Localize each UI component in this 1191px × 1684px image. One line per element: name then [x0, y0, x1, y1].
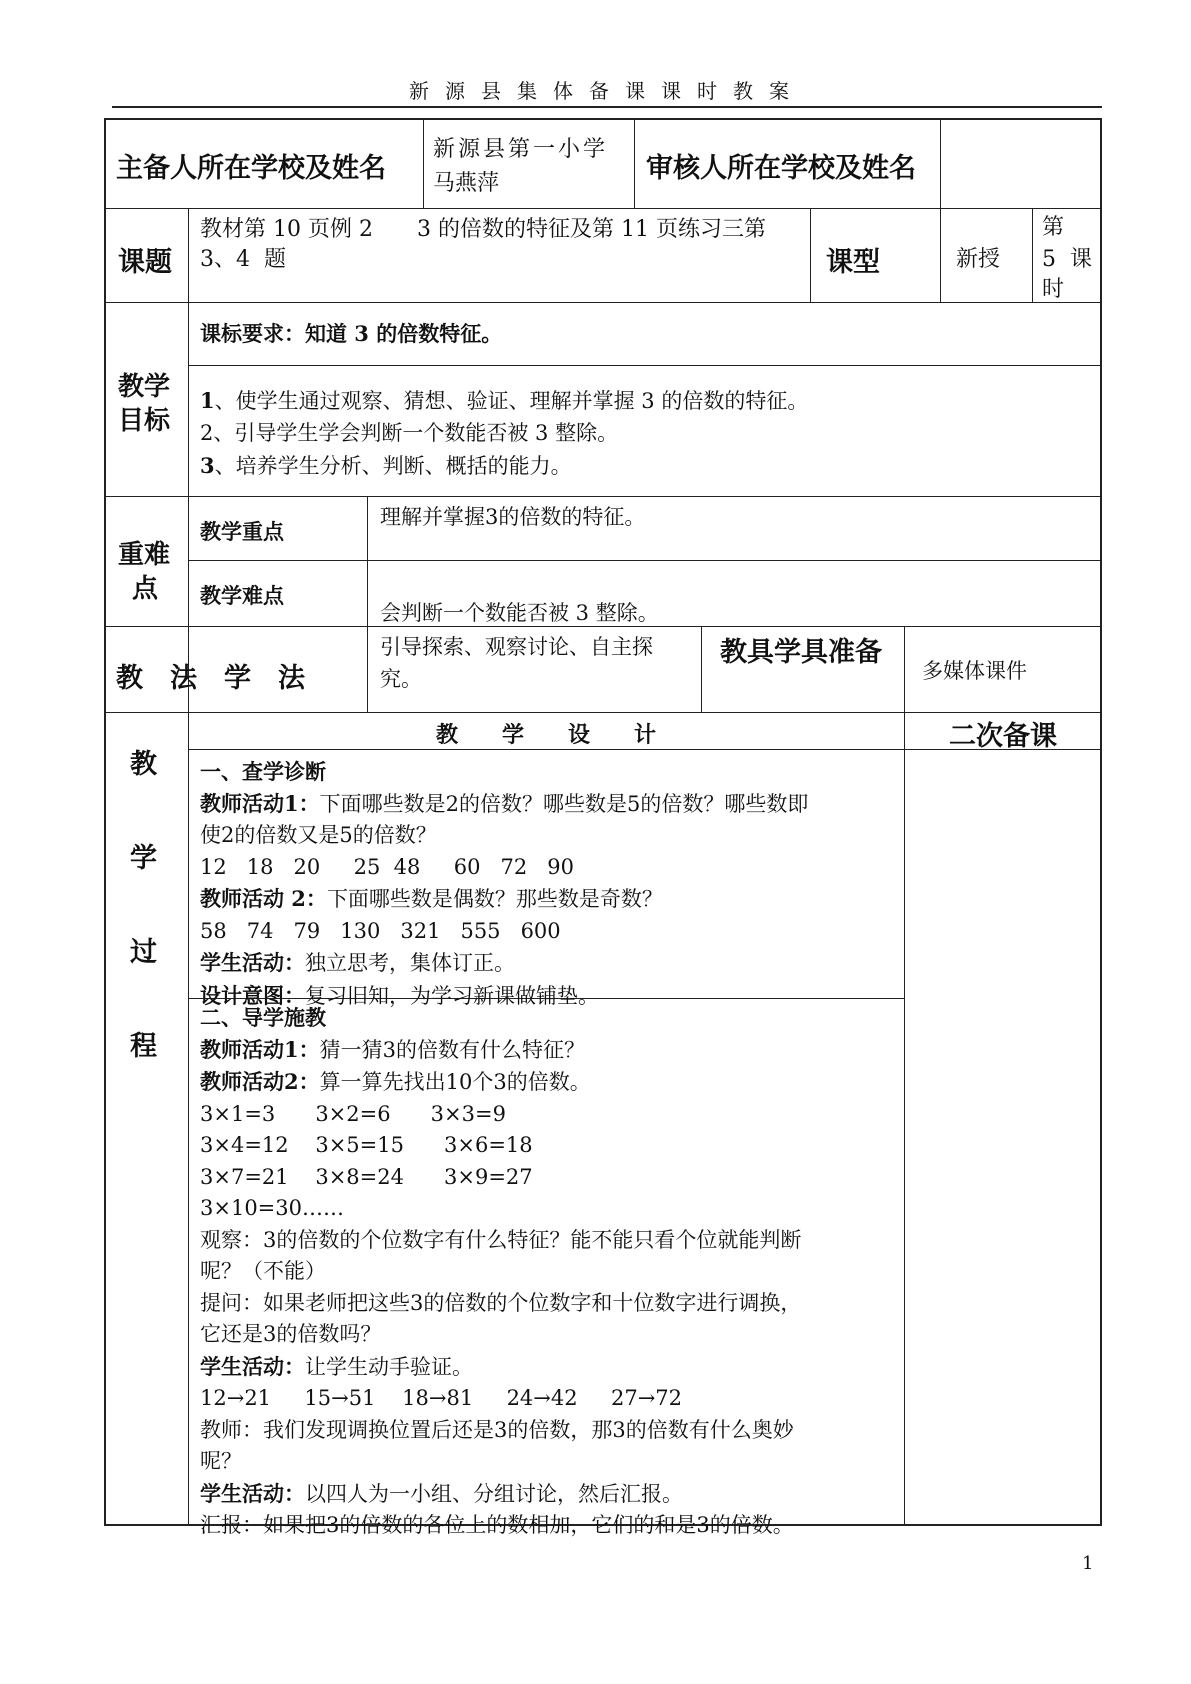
numbers-line-2: 58 74 79 130 321 555 600	[200, 918, 561, 943]
teacher-line-2: 呢？	[200, 1449, 242, 1473]
goal-item-3-text: 、培养学生分析、判断、概括的能力。	[214, 454, 572, 478]
methods-value-2: 究。	[380, 667, 422, 691]
col-divider	[701, 626, 702, 712]
design-intent-label: 设计意图：	[200, 982, 305, 1008]
student-activity-text: 以四人为一小组、分组讨论，然后汇报。	[305, 1481, 683, 1506]
section-2-content	[200, 1002, 900, 1542]
lesson-type-value: 新授	[956, 247, 1001, 272]
section-1-teacher-1-cont: 使2的倍数又是5的倍数？	[200, 823, 437, 847]
difficult-point-value: 会判断一个数能否被 3 整除。	[380, 601, 659, 625]
section-1-title: 一、查学诊断	[200, 759, 326, 784]
difficult-point-label: 教学难点	[200, 583, 284, 608]
primary-preparer-label: 主备人所在学校及姓名	[116, 153, 386, 184]
section-1-content	[200, 756, 900, 1012]
teacher-activity-label: 教师活动 2：	[200, 886, 327, 911]
col-divider	[634, 118, 635, 208]
curriculum-standard: 课标要求：知道 3 的倍数特征。	[200, 321, 503, 346]
page-header: 新源县集体备课课时教案	[112, 76, 1102, 108]
calc-line-4: 3×10=30……	[200, 1196, 344, 1220]
calc-line-2: 3×4=12 3×5=15 3×6=18	[200, 1133, 533, 1157]
swap-line: 12→21 15→51 18→81 24→42 27→72	[200, 1386, 683, 1410]
topic-label: 课题	[118, 247, 172, 278]
topic-line-2: 3、4 题	[200, 247, 286, 272]
report-line: 汇报：如果把3的倍数的各位上的数相加，它们的和是3的倍数。	[200, 1513, 794, 1537]
section-1-teacher-2	[200, 883, 900, 916]
row-divider	[188, 560, 1102, 561]
process-label-4: 程	[130, 1031, 157, 1062]
calc-line-3: 3×7=21 3×8=24 3×9=27	[200, 1164, 533, 1189]
student-activity-label: 学生活动：	[200, 1353, 305, 1379]
section-1-teacher-1	[200, 788, 900, 821]
goal-item-1-num: 1	[200, 388, 215, 413]
teacher-activity-text: 算一算先找出10个3的倍数。	[319, 1070, 591, 1094]
goal-item-2: 2、引导学生学会判断一个数能否被 3 整除。	[200, 421, 619, 445]
student-activity-label: 学生活动：	[200, 950, 305, 975]
col-divider	[367, 496, 368, 712]
goals-label-2: 目标	[118, 406, 171, 436]
tools-value: 多媒体课件	[922, 659, 1027, 683]
teacher-activity-text: 猜一猜3的倍数有什么特征？	[319, 1037, 585, 1062]
teacher-activity-text: 下面哪些数是2的倍数？哪些数是5的倍数？哪些数即	[319, 791, 809, 816]
section-1-student	[200, 947, 900, 980]
row-divider	[104, 496, 1102, 497]
methods-label: 教 法 学 法	[116, 663, 305, 694]
process-label-2: 学	[130, 843, 157, 874]
question-line-1: 提问：如果老师把这些3的倍数的个位数字和十位数字进行调换，	[200, 1290, 802, 1315]
key-point-label: 教学重点	[200, 519, 284, 544]
observe-line-1: 观察：3的倍数的个位数字有什么特征？能不能只看个位就能判断	[200, 1227, 802, 1252]
methods-value-1: 引导探索、观察讨论、自主探	[380, 635, 653, 659]
section-2-student-2	[200, 1478, 900, 1511]
teacher-activity-label: 教师活动1：	[200, 1036, 320, 1062]
col-divider	[1032, 208, 1033, 302]
teacher-line-1: 教师：我们发现调换位置后还是3的倍数，那3的倍数有什么奥妙	[200, 1417, 794, 1442]
calc-line-1: 3×1=3 3×2=6 3×3=9	[200, 1101, 506, 1126]
design-intent-text: 复习旧知，为学习新课做铺垫。	[305, 983, 599, 1008]
period-1: 第	[1042, 215, 1065, 240]
key-point-value: 理解并掌握3的倍数的特征。	[380, 505, 646, 529]
goal-item-1	[200, 385, 808, 418]
student-activity-text: 独立思考，集体订正。	[305, 951, 515, 975]
second-prep-header: 二次备课	[949, 721, 1057, 752]
difficulty-label-2: 点	[132, 574, 159, 604]
section-2-student-1	[200, 1351, 900, 1384]
teacher-activity-label: 教师活动1：	[200, 790, 320, 816]
teacher-activity-label: 教师活动2：	[200, 1069, 320, 1094]
section-2-title: 二、导学施教	[200, 1005, 326, 1030]
col-divider	[940, 118, 941, 208]
section-2-teacher-1	[200, 1034, 900, 1067]
question-line-2: 它还是3的倍数吗？	[200, 1322, 382, 1346]
col-divider	[940, 208, 941, 302]
goal-item-3-num: 3	[200, 453, 215, 478]
page-number: 1	[1082, 1553, 1094, 1574]
row-divider	[104, 712, 1102, 713]
teacher-activity-text: 下面哪些数是偶数？那些数是奇数？	[326, 887, 663, 911]
col-divider	[188, 208, 189, 1526]
reviewer-label: 审核人所在学校及姓名	[646, 153, 916, 184]
process-label-1: 教	[130, 749, 157, 780]
col-divider	[423, 118, 424, 208]
row-divider	[104, 208, 1102, 209]
tools-label: 教具学具准备	[720, 637, 882, 668]
student-activity-label: 学生活动：	[200, 1480, 305, 1506]
design-header: 教 学 设 计	[435, 722, 656, 748]
col-divider	[904, 626, 905, 1526]
primary-name: 马燕萍	[433, 171, 500, 196]
student-activity-text: 让学生动手验证。	[305, 1354, 473, 1379]
primary-school: 新源县第一小学	[433, 137, 609, 162]
period-3: 时	[1042, 277, 1065, 302]
lesson-type-label: 课型	[826, 247, 880, 278]
numbers-line-1: 12 18 20 25 48 60 72 90	[200, 854, 574, 879]
col-divider	[810, 208, 811, 302]
goals-label-1: 教学	[118, 372, 171, 402]
period-2: 5 课	[1042, 247, 1092, 272]
observe-line-2: 呢？（不能）	[200, 1259, 326, 1283]
difficulty-label-1: 重难	[118, 540, 171, 570]
goal-item-1-text: 、使学生通过观察、猜想、验证、理解并掌握 3 的倍数的特征。	[214, 389, 809, 413]
section-2-teacher-2	[200, 1066, 900, 1099]
row-divider	[104, 302, 1102, 303]
row-divider	[188, 365, 1102, 366]
topic-line-1: 教材第 10 页例 2 3 的倍数的特征及第 11 页练习三第	[200, 217, 766, 242]
goal-item-3	[200, 450, 572, 483]
process-label-3: 过	[130, 937, 157, 968]
